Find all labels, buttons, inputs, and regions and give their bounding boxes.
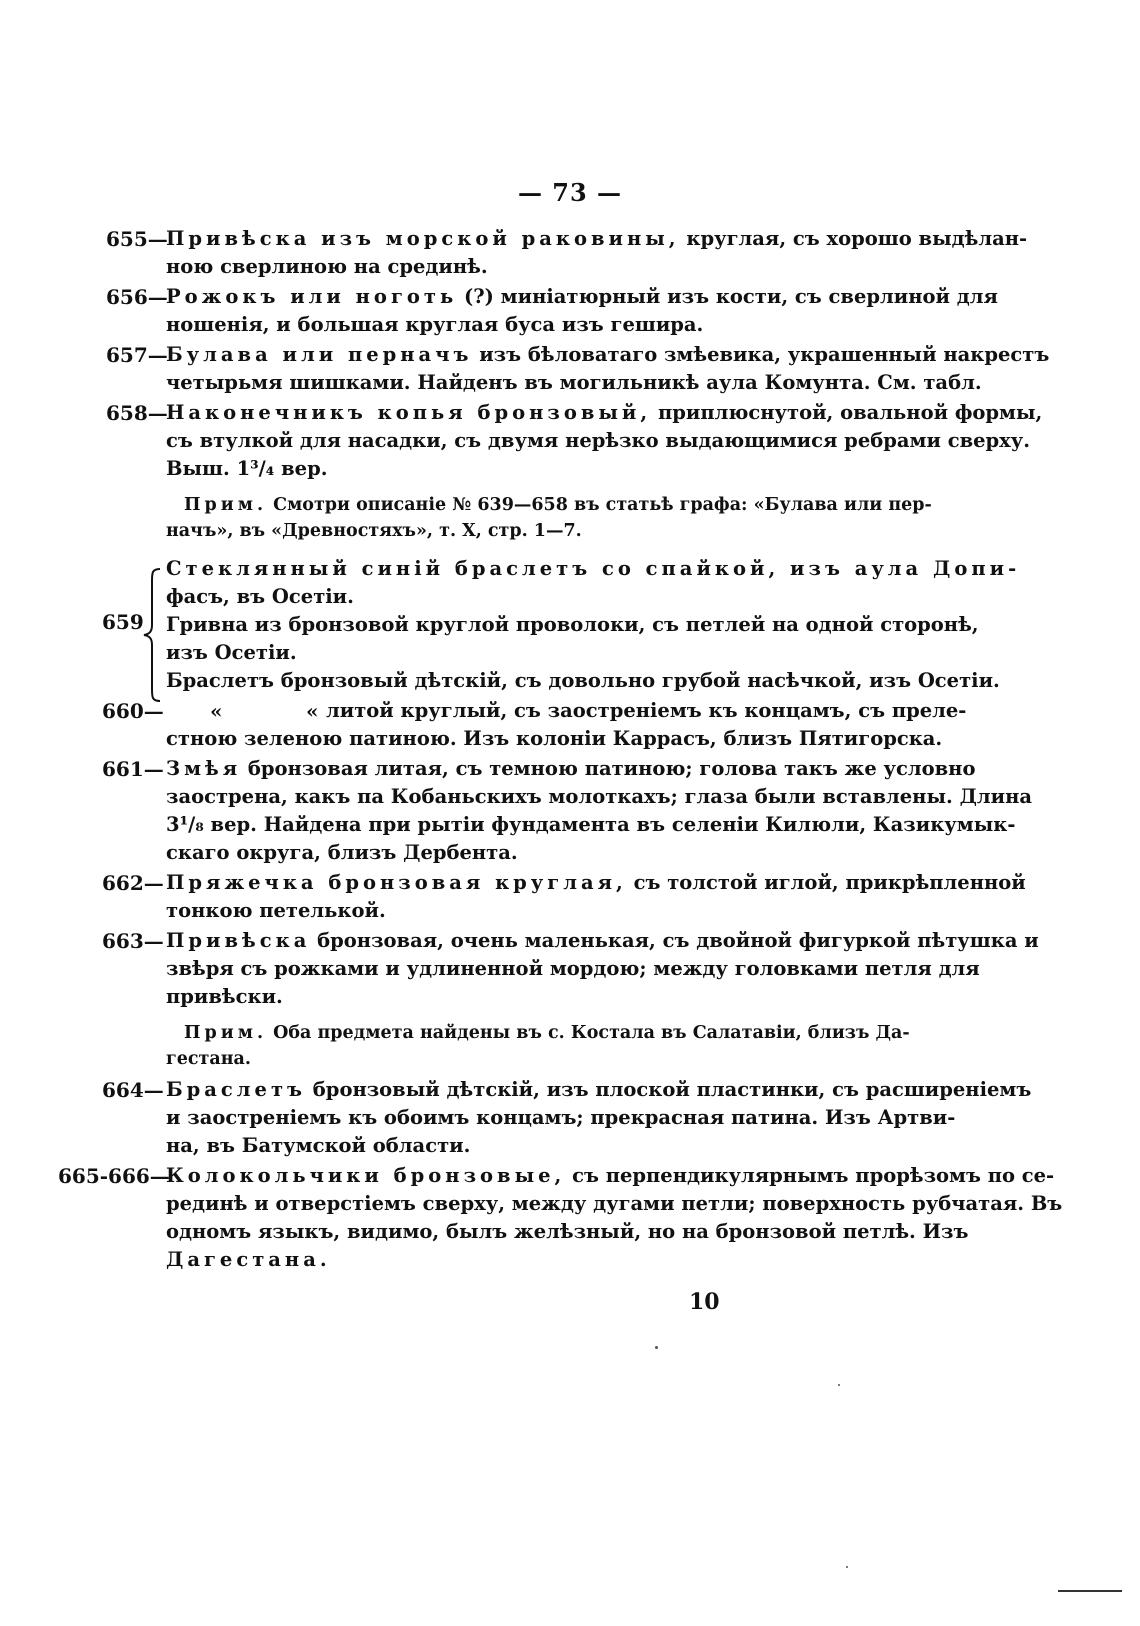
entry-text: съ перпендикулярнымъ прорѣзомъ по се- xyxy=(565,1164,1055,1187)
entry-text: бронзовая, очень маленькая, съ двойной фигуркой пѣтушка и xyxy=(310,929,1039,952)
entry-text: звѣря съ рожками и удлиненной мордою; между головками петля для xyxy=(166,957,980,980)
entry-text: Стеклянный синій браслетъ со спайкой, изъ аула Допи- xyxy=(166,557,1021,580)
entry-number: 658— xyxy=(106,401,168,425)
note-text: гестана. xyxy=(166,1049,251,1069)
entry-text: на, въ Батумской области. xyxy=(166,1134,471,1157)
entry-number: 657— xyxy=(106,343,168,367)
entry-text: ношенія, и большая круглая буса изъ гешира. xyxy=(166,313,704,336)
entry-text: одномъ языкъ, видимо, былъ желѣзный, но на бронзовой петлѣ. Изъ xyxy=(166,1220,969,1243)
entry-text: заострена, какъ па Кобаньскихъ молоткахъ; глаза были вставлены. Длина xyxy=(166,785,1033,808)
entry-text: Браслетъ бронзовый дѣтскій, съ довольно грубой насѣчкой, изъ Осетіи. xyxy=(166,669,1000,692)
note-label: Прим. xyxy=(184,1023,268,1043)
entry-text: (?) миніатюрный изъ кости, съ сверлиной для xyxy=(457,285,998,308)
note-text: Оба предмета найдены въ с. Костала въ Салатавіи, близъ Да- xyxy=(267,1023,910,1043)
entry-text: рединѣ и отверстіемъ сверху, между дугами петли; поверхность рубчатая. Въ xyxy=(166,1192,1063,1215)
entry-text: бронзовый дѣтскій, изъ плоской пластинки, съ расширеніемъ xyxy=(306,1078,1032,1101)
entry-number: 662— xyxy=(102,871,164,895)
entry-text: съ втулкой для насадки, съ двумя нерѣзко выдающимися ребрами сверху. xyxy=(166,429,1031,452)
entry-number: 664— xyxy=(102,1078,164,1102)
signature-mark: 10 xyxy=(689,1289,720,1315)
entry-heading: Браслетъ xyxy=(166,1078,307,1101)
entry-text: четырьмя шишками. Найденъ въ могильникѣ аула Комунта. См. табл. xyxy=(166,371,982,394)
curly-brace-icon xyxy=(142,567,162,703)
entry-number: 660— xyxy=(102,699,164,723)
entry-text: Выш. 1³/₄ вер. xyxy=(166,457,328,480)
entry-text: тонкою петелькой. xyxy=(166,899,386,922)
entry-text: бронзовая литая, съ темною патиною; голова такъ же условно xyxy=(241,757,976,780)
entry-number: 656— xyxy=(106,285,168,309)
entry-number: 663— xyxy=(102,929,164,953)
entry-heading: Наконечникъ копья бронзовый, xyxy=(166,401,652,424)
scan-edge-rule xyxy=(1058,1590,1122,1592)
entry-number: 661— xyxy=(102,757,164,781)
entry-text: фасъ, въ Осетіи. xyxy=(166,585,354,608)
entry-heading: Привѣска изъ морской раковины, xyxy=(166,227,680,250)
note-text: начъ», въ «Древностяхъ», т. X, стр. 1—7. xyxy=(166,521,582,541)
scan-speck xyxy=(655,1346,658,1349)
entry-text: ною сверлиною на срединѣ. xyxy=(166,255,488,278)
entry-heading: Пряжечка бронзовая круглая, xyxy=(166,871,627,894)
ditto-mark: « xyxy=(306,699,319,723)
entry-text: стною зеленою патиною. Изъ колоніи Каррасъ, близъ Пятигорска. xyxy=(166,727,943,750)
scan-speck xyxy=(838,1384,840,1386)
entry-number: 659 xyxy=(102,610,144,634)
entry-text: 3¹/₈ вер. Найдена при рытіи фундамента въ селеніи Килюли, Казикумык- xyxy=(166,813,1016,836)
ditto-mark: « xyxy=(210,699,223,723)
entry-text: литой круглый, съ заостреніемъ къ концамъ, съ преле- xyxy=(326,699,967,722)
entry-text: Дагестана. xyxy=(166,1248,331,1271)
entry-number: 655— xyxy=(106,227,168,251)
note-label: Прим. xyxy=(184,495,268,515)
entry-heading: Колокольчики бронзовые, xyxy=(166,1164,566,1187)
entry-heading: Рожокъ или ноготь xyxy=(166,285,458,308)
entry-text: съ толстой иглой, прикрѣпленной xyxy=(626,871,1026,894)
note-text: Смотри описаніе № 639—658 въ статьѣ графа: «Булава или пер- xyxy=(267,495,932,515)
entry-text: приплюснутой, овальной формы, xyxy=(651,401,1043,424)
entry-heading: Булава или перначъ xyxy=(166,343,473,366)
page-number: — 73 — xyxy=(517,178,623,207)
entry-heading: Привѣска xyxy=(166,929,311,952)
entry-number: 665-666— xyxy=(58,1164,170,1188)
entry-text: Гривна из бронзовой круглой проволоки, съ петлей на одной сторонѣ, xyxy=(166,613,979,636)
scan-speck xyxy=(846,1566,848,1568)
entry-text: привѣски. xyxy=(166,985,283,1008)
entry-text: изъ бѣловатаго змѣевика, украшенный накрестъ xyxy=(472,343,1050,366)
entry-text: скаго округа, близъ Дербента. xyxy=(166,841,518,864)
entry-heading: Змѣя xyxy=(166,757,242,780)
entry-text: и заостреніемъ къ обоимъ концамъ; прекрасная патина. Изъ Артви- xyxy=(166,1106,956,1129)
entry-text: круглая, съ хорошо выдѣлан- xyxy=(679,227,1028,250)
entry-text: изъ Осетіи. xyxy=(166,641,297,664)
